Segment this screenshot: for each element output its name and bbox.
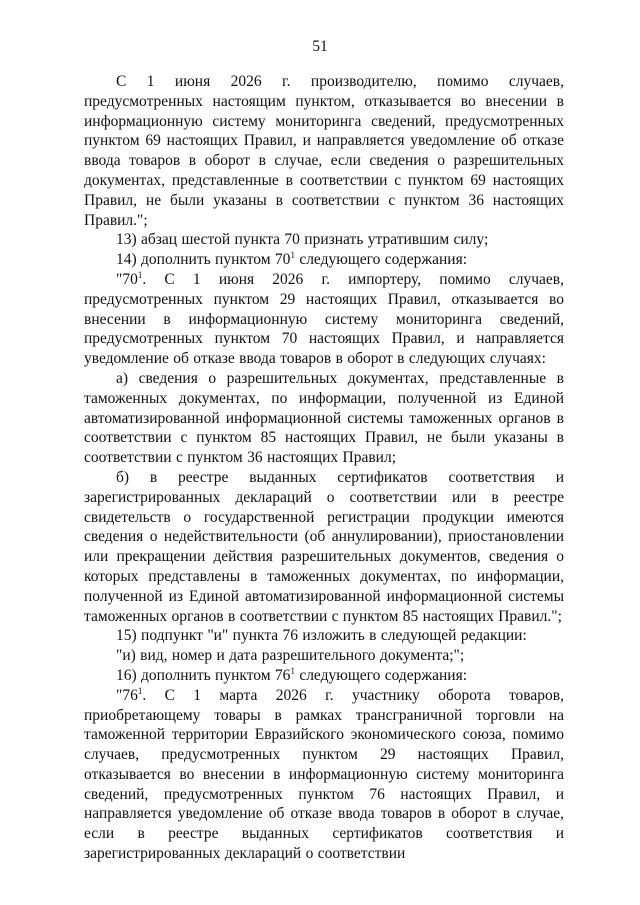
superscript: 1	[290, 250, 295, 261]
superscript: 1	[290, 665, 295, 676]
paragraph-10: "$76^1$. С 1 марта 2026 г. участнику оборота товаров, приобретающему товары в рамках трансграничной торговли на таможенной территории Евразийского экономического союза, помимо случаев, предусмотренных пунктом 29 настоящих Правил, отказывается во внесении в информационную систему мониторинга сведений, предусмотренных пунктом 76 настоящих Правил, и направляется уведомление об отказе ввода товаров в оборот в случае, если в реестре выданных сертификатов соответствия и зарегистрированных деклараций о соответствии	[84, 685, 564, 863]
paragraph-5: а) сведения о разрешительных документах, представленные в таможенных документах, по информации, полученной из Единой автоматизированной информационной системы таможенных органов в соответствии с пунктом 85 настоящих Правил, не были указаны в соответствии с пунктом 36 настоящих Правил;	[84, 369, 564, 467]
paragraph-6: б) в реестре выданных сертификатов соответствия и зарегистрированных деклараций о соответствии или в реестре свидетельств о государственной регистрации продукции имеются сведения о недействительности (об аннулировании), приостановлении или прекращении действия разрешительных документов, сведения о которых представлены в таможенных документах, по информации, полученной из Единой автоматизированной информационной системы таможенных органов в соответствии с пунктом 85 настоящих Правил.";	[84, 468, 564, 625]
page-number: 51	[312, 38, 328, 55]
superscript: 1	[137, 269, 143, 280]
paragraph-1: С 1 июня 2026 г. производителю, помимо случаев, предусмотренных настоящим пунктом, отказывается во внесении в информационную систему мониторинга сведений, предусмотренных пунктом 69 настоящих Правил, и направляется уведомление об отказе ввода товаров в оборот в случае, если сведения о разрешительных документах, представленные в соответствии с пунктом 69 настоящих Правил, не были указаны в соответствии с пунктом 36 настоящих Правил.";	[84, 73, 564, 229]
superscript: 1	[137, 685, 143, 696]
paragraph-4: "$70^1$. С 1 июня 2026 г. импортеру, помимо случаев, предусмотренных пунктом 29 настоящих Правил, отказывается во внесении в информационную систему мониторинга сведений, предусмотренных пунктом 70 настоящих Правил, и направляется уведомление об отказе ввода товаров в оборот в следующих случаях:	[84, 269, 564, 368]
paragraph-3: 14) дополнить пунктом $70^1$ следующего содержания:	[116, 250, 468, 269]
paragraph-8: "и) вид, номер и дата разрешительного документа;";	[116, 647, 465, 665]
paragraph-9: 16) дополнить пунктом $76^1$ следующего содержания:	[116, 665, 468, 684]
paragraph-7: 15) подпункт "и" пункта 76 изложить в следующей редакции:	[116, 627, 527, 645]
document-body	[84, 72, 564, 864]
paragraph-2: 13) абзац шестой пункта 70 признать утратившим силу;	[116, 231, 489, 249]
